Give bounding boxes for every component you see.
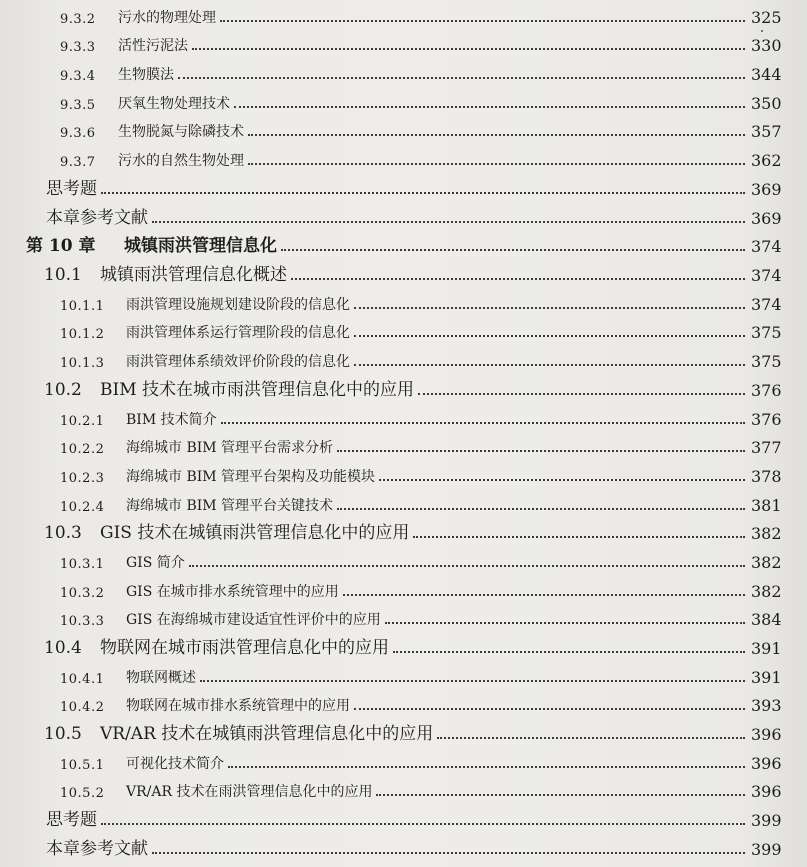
toc-entry-number: 10.1.1 xyxy=(60,298,105,314)
toc-entry-title: VR/AR 技术在城镇雨洪管理信息化中的应用 xyxy=(100,724,434,745)
toc-entry-title: 思考题 xyxy=(46,810,97,831)
toc-subsection-entry xyxy=(0,490,807,519)
dot-leader xyxy=(234,106,745,108)
toc-entry-title: 本章参考文献 xyxy=(46,838,148,859)
toc-chapter-heading xyxy=(0,232,807,261)
toc-entry-page-number: 396 xyxy=(751,782,782,802)
dot-leader xyxy=(354,335,745,337)
toc-subsection-entry xyxy=(0,605,807,634)
toc-entry-number: 10.2.2 xyxy=(60,442,105,458)
toc-subsection-entry xyxy=(0,145,807,174)
toc-entry-number: 10.1 xyxy=(44,265,82,286)
toc-subsection-entry xyxy=(0,433,807,462)
toc-entry-page-number: 382 xyxy=(751,552,782,572)
toc-entry-page-number: 399 xyxy=(751,839,782,859)
toc-entry-page-number: 384 xyxy=(751,610,782,630)
toc-entry-page-number: 369 xyxy=(751,208,782,228)
toc-section-entry xyxy=(0,375,807,404)
toc-entry-page-number: 369 xyxy=(751,179,782,199)
dot-leader xyxy=(192,48,745,50)
dot-leader xyxy=(221,422,745,424)
toc-entry-number: 10.2.4 xyxy=(60,499,105,515)
toc-entry-title: 污水的物理处理 xyxy=(118,9,216,26)
toc-entry-page-number: 325 xyxy=(751,7,782,27)
toc-entry-number: 10.3.3 xyxy=(60,614,105,630)
toc-subsection-entry xyxy=(0,404,807,433)
toc-entry-page-number: 382 xyxy=(751,524,782,544)
dot-leader xyxy=(152,221,745,223)
toc-entry-page-number: 374 xyxy=(751,294,782,314)
toc-subsection-entry xyxy=(0,662,807,691)
toc-backmatter-entry xyxy=(0,203,807,232)
dot-leader xyxy=(337,450,745,452)
toc-subsection-entry xyxy=(0,346,807,375)
toc-entry-title: 厌氧生物处理技术 xyxy=(118,95,230,112)
toc-entry-page-number: 375 xyxy=(751,323,782,343)
toc-entry-number: 10.3.2 xyxy=(60,585,105,601)
toc-entry-page-number: 374 xyxy=(751,266,782,286)
toc-entry-page-number: 391 xyxy=(751,639,782,659)
dot-leader xyxy=(337,508,745,510)
toc-entry-title: GIS 简介 xyxy=(126,554,185,571)
dot-leader xyxy=(413,536,745,538)
toc-entry-title: 海绵城市 BIM 管理平台架构及功能模块 xyxy=(126,468,376,485)
toc-entry-title: 雨洪管理设施规划建设阶段的信息化 xyxy=(126,296,350,313)
toc-backmatter-entry xyxy=(0,805,807,834)
toc-entry-page-number: 382 xyxy=(751,581,782,601)
toc-subsection-entry xyxy=(0,59,807,88)
dot-leader xyxy=(385,622,745,624)
toc-entry-page-number: 378 xyxy=(751,466,782,486)
toc-entry-page-number: 374 xyxy=(751,237,782,257)
dot-leader xyxy=(354,307,745,309)
toc-entry-page-number: 330 xyxy=(751,36,782,56)
toc-entry-number: 10.1.2 xyxy=(60,327,105,343)
dot-leader xyxy=(393,651,745,653)
toc-entry-page-number: 376 xyxy=(751,380,782,400)
toc-entry-number: 第 10 章 xyxy=(26,236,96,257)
toc-entry-title: 生物脱氮与除磷技术 xyxy=(118,124,244,141)
toc-subsection-entry xyxy=(0,691,807,720)
toc-entry-number: 9.3.3 xyxy=(60,40,96,56)
toc-entry-title: 本章参考文献 xyxy=(46,207,148,228)
toc-backmatter-entry xyxy=(0,834,807,863)
toc-entry-page-number: 393 xyxy=(751,696,782,716)
toc-entry-title: BIM 技术简介 xyxy=(126,411,217,428)
toc-entry-number: 10.3.1 xyxy=(60,556,105,572)
dot-leader xyxy=(418,393,745,395)
toc-entry-number: 10.5 xyxy=(44,724,82,745)
toc-entry-page-number: 344 xyxy=(751,65,782,85)
toc-entry-title: VR/AR 技术在雨洪管理信息化中的应用 xyxy=(126,784,373,801)
toc-entry-number: 10.4.2 xyxy=(60,700,105,716)
toc-subsection-entry xyxy=(0,318,807,347)
toc-entry-page-number: 362 xyxy=(751,151,782,171)
toc-entry-title: 城镇雨洪管理信息化概述 xyxy=(100,265,287,286)
toc-entry-number: 10.4 xyxy=(44,638,82,659)
dot-leader xyxy=(220,20,745,22)
toc-subsection-entry xyxy=(0,2,807,31)
dot-leader xyxy=(248,163,745,165)
dot-leader xyxy=(379,479,745,481)
dot-leader xyxy=(437,737,745,739)
toc-entry-number: 10.3 xyxy=(44,523,82,544)
toc-entry-page-number: 376 xyxy=(751,409,782,429)
toc-entry-number: 10.4.1 xyxy=(60,671,105,687)
toc-entry-title: 物联网在城市雨洪管理信息化中的应用 xyxy=(100,638,389,659)
toc-entry-number: 10.2.3 xyxy=(60,470,105,486)
toc-entry-number: 10.5.1 xyxy=(60,757,105,773)
toc-entry-title: 城镇雨洪管理信息化 xyxy=(124,236,277,257)
table-of-contents xyxy=(0,2,807,863)
toc-subsection-entry xyxy=(0,461,807,490)
dot-leader xyxy=(354,364,745,366)
toc-subsection-entry xyxy=(0,31,807,60)
toc-entry-title: 物联网概述 xyxy=(126,669,196,686)
toc-subsection-entry xyxy=(0,748,807,777)
dot-leader xyxy=(101,823,745,825)
toc-entry-page-number: 375 xyxy=(751,352,782,372)
toc-entry-title: GIS 技术在城镇雨洪管理信息化中的应用 xyxy=(100,523,410,544)
dot-leader xyxy=(228,766,745,768)
toc-entry-title: 物联网在城市排水系统管理中的应用 xyxy=(126,698,350,715)
toc-entry-title: 思考题 xyxy=(46,178,97,199)
toc-subsection-entry xyxy=(0,117,807,146)
toc-entry-number: 10.2.1 xyxy=(60,413,105,429)
dot-leader xyxy=(152,852,745,854)
margin-mark xyxy=(761,30,763,32)
toc-entry-number: 10.5.2 xyxy=(60,786,105,802)
toc-entry-page-number: 350 xyxy=(751,93,782,113)
dot-leader xyxy=(189,565,745,567)
toc-entry-title: 雨洪管理体系绩效评价阶段的信息化 xyxy=(126,354,350,371)
toc-entry-page-number: 357 xyxy=(751,122,782,142)
toc-section-entry xyxy=(0,519,807,548)
toc-entry-number: 9.3.6 xyxy=(60,126,96,142)
dot-leader xyxy=(354,708,745,710)
toc-entry-page-number: 399 xyxy=(751,811,782,831)
toc-entry-title: 海绵城市 BIM 管理平台关键技术 xyxy=(126,497,334,514)
toc-subsection-entry xyxy=(0,777,807,806)
toc-entry-page-number: 377 xyxy=(751,438,782,458)
toc-entry-number: 10.2 xyxy=(44,379,82,400)
dot-leader xyxy=(376,794,745,796)
toc-subsection-entry xyxy=(0,576,807,605)
toc-entry-title: 海绵城市 BIM 管理平台需求分析 xyxy=(126,440,334,457)
dot-leader xyxy=(281,249,745,251)
dot-leader xyxy=(101,192,745,194)
toc-entry-page-number: 396 xyxy=(751,725,782,745)
toc-subsection-entry xyxy=(0,547,807,576)
toc-entry-number: 10.1.3 xyxy=(60,356,105,372)
toc-entry-title: 生物膜法 xyxy=(118,67,174,84)
toc-entry-title: 污水的自然生物处理 xyxy=(118,153,244,170)
toc-entry-title: 活性污泥法 xyxy=(118,38,188,55)
toc-entry-title: BIM 技术在城市雨洪管理信息化中的应用 xyxy=(100,379,415,400)
dot-leader xyxy=(248,134,745,136)
toc-section-entry xyxy=(0,719,807,748)
toc-subsection-entry xyxy=(0,289,807,318)
toc-entry-title: GIS 在城市排水系统管理中的应用 xyxy=(126,583,339,600)
toc-section-entry xyxy=(0,633,807,662)
dot-leader xyxy=(291,278,745,280)
toc-entry-number: 9.3.4 xyxy=(60,69,96,85)
toc-entry-page-number: 381 xyxy=(751,495,782,515)
toc-entry-number: 9.3.7 xyxy=(60,155,96,171)
toc-entry-number: 9.3.2 xyxy=(60,11,96,27)
toc-subsection-entry xyxy=(0,88,807,117)
dot-leader xyxy=(178,77,745,79)
toc-entry-title: 雨洪管理体系运行管理阶段的信息化 xyxy=(126,325,350,342)
toc-entry-title: GIS 在海绵城市建设适宜性评价中的应用 xyxy=(126,612,381,629)
toc-entry-title: 可视化技术简介 xyxy=(126,755,224,772)
dot-leader xyxy=(343,594,745,596)
toc-entry-page-number: 396 xyxy=(751,753,782,773)
toc-entry-number: 9.3.5 xyxy=(60,97,96,113)
toc-entry-page-number: 391 xyxy=(751,667,782,687)
toc-section-entry xyxy=(0,260,807,289)
dot-leader xyxy=(200,680,745,682)
toc-backmatter-entry xyxy=(0,174,807,203)
